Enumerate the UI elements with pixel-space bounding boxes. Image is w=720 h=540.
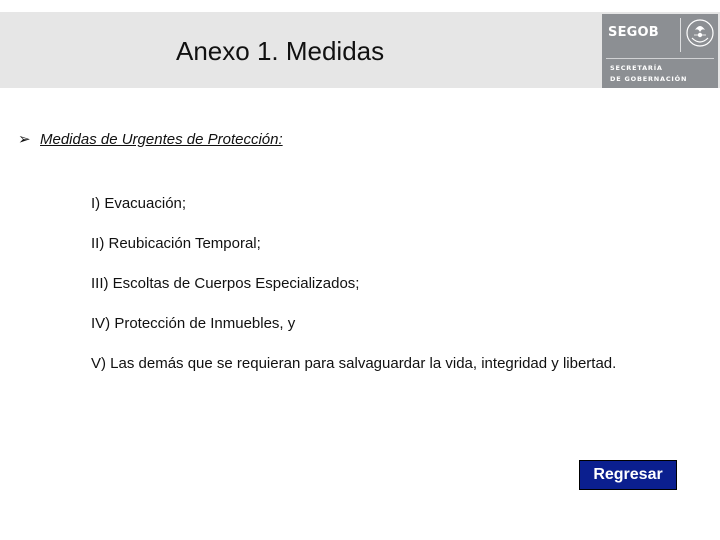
segob-logo-brand: SEGOB [608,25,659,40]
segob-logo [602,14,718,88]
section-heading: Medidas de Urgentes de Protección: [40,131,283,148]
section-heading-row [18,130,283,148]
measures-list [91,195,671,395]
list-item: III) Escoltas de Cuerpos Especializados; [91,275,360,292]
page-title: Anexo 1. Medidas [176,36,385,66]
segob-logo-top [602,14,718,52]
back-button[interactable]: Regresar [579,460,677,490]
arrow-bullet-icon: ➢ [18,130,31,148]
list-item: V) Las demás que se requieran para salvaguardar la vida, integridad y libertad. [91,355,617,372]
list-item: I) Evacuación; [91,195,187,212]
segob-logo-line1: SECRETARÍA [610,64,663,72]
segob-logo-line2: DE GOBERNACIÓN [610,75,688,83]
national-seal-icon [684,16,716,50]
logo-rule [606,58,714,59]
list-item: IV) Protección de Inmuebles, y [91,315,296,332]
logo-divider [680,18,681,52]
list-item: II) Reubicación Temporal; [91,235,261,252]
